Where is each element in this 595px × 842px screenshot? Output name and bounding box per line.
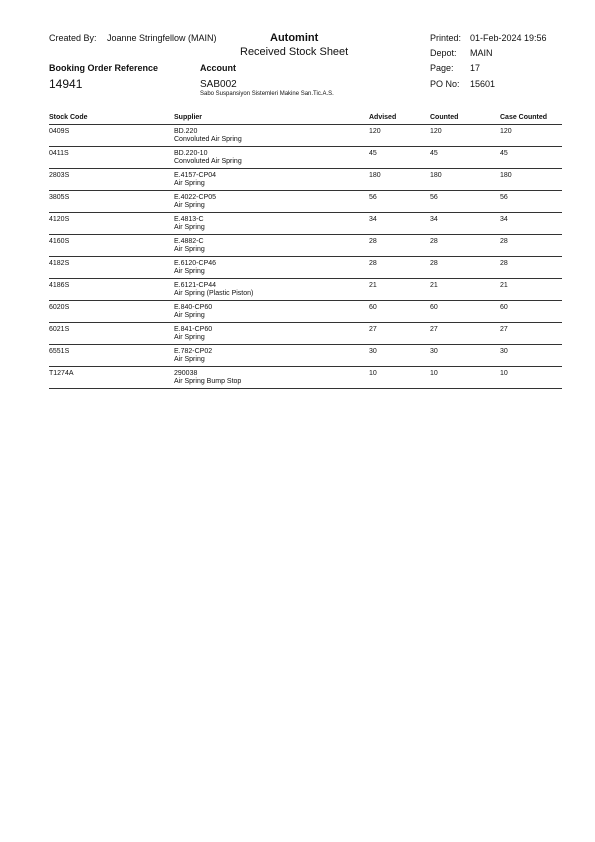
supplier-ref: E.6120-CP46 — [174, 260, 217, 267]
advised-qty: 180 — [369, 172, 381, 179]
case-counted-qty: 27 — [500, 326, 508, 333]
case-counted-qty: 30 — [500, 348, 508, 355]
item-description: Air Spring — [174, 334, 205, 341]
case-counted-qty: 56 — [500, 194, 508, 201]
item-description: Air Spring — [174, 268, 205, 275]
table-row — [49, 125, 562, 147]
page-number-value: 17 — [470, 63, 481, 73]
supplier-cell — [174, 282, 253, 298]
counted-qty: 27 — [430, 326, 438, 333]
table-row — [49, 169, 562, 191]
supplier-cell — [174, 348, 212, 364]
item-description: Air Spring — [174, 246, 205, 253]
item-description: Air Spring — [174, 202, 205, 209]
case-counted-qty: 28 — [500, 260, 508, 267]
counted-qty: 28 — [430, 238, 438, 245]
depot-value: MAIN — [470, 48, 493, 58]
case-counted-qty: 10 — [500, 370, 508, 377]
supplier-ref: 290038 — [174, 370, 198, 377]
counted-qty: 34 — [430, 216, 438, 223]
column-header-stock-code: Stock Code — [49, 114, 88, 121]
advised-qty: 45 — [369, 150, 377, 157]
table-row — [49, 257, 562, 279]
printed-label: Printed: — [430, 33, 462, 43]
counted-qty: 120 — [430, 128, 442, 135]
advised-qty: 21 — [369, 282, 377, 289]
account-name: Sabo Suspansiyon Sistemleri Makine San.Tic.A.S. — [200, 91, 334, 97]
item-description: Air Spring Bump Stop — [174, 378, 242, 385]
stock-table — [49, 113, 562, 389]
case-counted-qty: 21 — [500, 282, 508, 289]
stock-code: 4182S — [49, 260, 70, 267]
column-header-supplier: Supplier — [174, 114, 203, 121]
supplier-ref: E.4022-CP05 — [174, 194, 217, 201]
table-row — [49, 235, 562, 257]
stock-code: 4120S — [49, 216, 70, 223]
stock-code: 3805S — [49, 194, 70, 201]
table-row — [49, 301, 562, 323]
counted-qty: 45 — [430, 150, 438, 157]
advised-qty: 10 — [369, 370, 377, 377]
supplier-cell — [174, 216, 205, 232]
supplier-ref: E.841-CP60 — [174, 326, 213, 333]
printed-value: 01-Feb-2024 19:56 — [470, 33, 547, 43]
supplier-ref: BD.220 — [174, 128, 198, 135]
depot-label: Depot: — [430, 48, 457, 58]
supplier-cell — [174, 326, 212, 342]
supplier-cell — [174, 370, 241, 386]
supplier-ref: E.4882-C — [174, 238, 204, 245]
advised-qty: 27 — [369, 326, 377, 333]
advised-qty: 30 — [369, 348, 377, 355]
table-row — [49, 279, 562, 301]
supplier-ref: BD.220-10 — [174, 150, 208, 157]
created-by-label: Created By: — [49, 33, 97, 43]
case-counted-qty: 180 — [500, 172, 512, 179]
supplier-cell — [174, 238, 205, 254]
supplier-cell — [174, 150, 242, 166]
stock-code: 4160S — [49, 238, 70, 245]
advised-qty: 60 — [369, 304, 377, 311]
case-counted-qty: 60 — [500, 304, 508, 311]
supplier-cell — [174, 260, 216, 276]
supplier-ref: E.4157-CP04 — [174, 172, 217, 179]
column-header-advised: Advised — [369, 114, 397, 121]
case-counted-qty: 28 — [500, 238, 508, 245]
counted-qty: 56 — [430, 194, 438, 201]
case-counted-qty: 45 — [500, 150, 508, 157]
table-row — [49, 147, 562, 169]
supplier-ref: E.6121-CP44 — [174, 282, 217, 289]
counted-qty: 30 — [430, 348, 438, 355]
table-row — [49, 367, 562, 389]
advised-qty: 28 — [369, 238, 377, 245]
supplier-ref: E.782-CP02 — [174, 348, 213, 355]
stock-code: 6020S — [49, 304, 70, 311]
advised-qty: 56 — [369, 194, 377, 201]
company-name: Automint — [270, 32, 319, 44]
account-value: SAB002 — [200, 79, 237, 90]
case-counted-qty: 120 — [500, 128, 512, 135]
counted-qty: 60 — [430, 304, 438, 311]
item-description: Air Spring (Plastic Piston) — [174, 290, 254, 297]
item-description: Air Spring — [174, 180, 205, 187]
item-description: Air Spring — [174, 224, 205, 231]
booking-order-value: 14941 — [49, 77, 83, 91]
stock-code: T1274A — [49, 370, 74, 377]
supplier-cell — [174, 172, 216, 188]
counted-qty: 10 — [430, 370, 438, 377]
case-counted-qty: 34 — [500, 216, 508, 223]
table-row — [49, 191, 562, 213]
column-header-case-counted: Case Counted — [500, 114, 548, 121]
item-description: Convoluted Air Spring — [174, 158, 242, 165]
stock-code: 0411S — [49, 150, 69, 157]
stock-code: 2803S — [49, 172, 70, 179]
table-header — [49, 113, 562, 125]
counted-qty: 180 — [430, 172, 442, 179]
stock-code: 6021S — [49, 326, 70, 333]
item-description: Air Spring — [174, 356, 205, 363]
po-number-label: PO No: — [430, 79, 460, 89]
column-header-counted: Counted — [430, 114, 459, 121]
supplier-ref: E.4813-C — [174, 216, 204, 223]
stock-code: 0409S — [49, 128, 70, 135]
supplier-cell — [174, 304, 212, 320]
supplier-ref: E.840-CP60 — [174, 304, 213, 311]
stock-code: 4186S — [49, 282, 70, 289]
created-by-value: Joanne Stringfellow (MAIN) — [107, 33, 217, 43]
supplier-cell — [174, 194, 216, 210]
item-description: Air Spring — [174, 312, 205, 319]
table-row — [49, 345, 562, 367]
advised-qty: 28 — [369, 260, 377, 267]
counted-qty: 28 — [430, 260, 438, 267]
po-number-value: 15601 — [470, 79, 496, 89]
stock-code: 6551S — [49, 348, 70, 355]
supplier-cell — [174, 128, 242, 144]
page-number-label: Page: — [430, 63, 454, 73]
advised-qty: 120 — [369, 128, 381, 135]
table-row — [49, 323, 562, 345]
booking-order-label: Booking Order Reference — [49, 63, 159, 73]
table-row — [49, 213, 562, 235]
page-title: Received Stock Sheet — [240, 46, 349, 58]
advised-qty: 34 — [369, 216, 377, 223]
account-label: Account — [200, 63, 236, 73]
item-description: Convoluted Air Spring — [174, 136, 242, 143]
counted-qty: 21 — [430, 282, 438, 289]
